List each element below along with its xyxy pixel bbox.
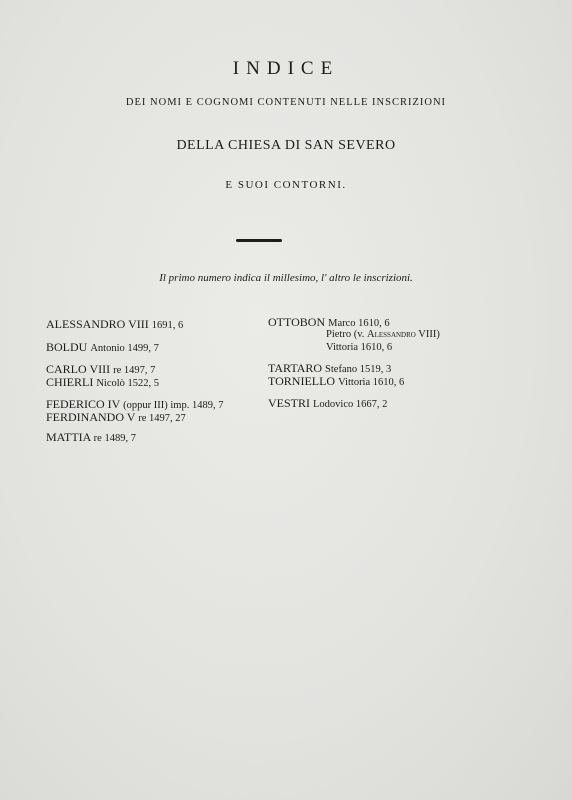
entry-detail: Vittoria 1610, 6 bbox=[338, 377, 405, 388]
surroundings-heading: E SUOI CONTORNI. bbox=[225, 179, 347, 191]
page-title: INDICE bbox=[232, 58, 340, 79]
entry-detail: Antonio 1499, 7 bbox=[90, 343, 159, 354]
entry-name: FEDERICO IV bbox=[46, 397, 121, 411]
entry-name: ALESSANDRO VIII bbox=[46, 317, 149, 331]
church-heading: DELLA CHIESA DI SAN SEVERO bbox=[176, 138, 396, 153]
show-through-bleed bbox=[0, 196, 572, 218]
index-entry bbox=[46, 340, 159, 355]
entry-detail: 1691, 6 bbox=[151, 320, 184, 331]
entry-name: CHIERLI bbox=[46, 375, 94, 389]
cross-reference: Alessandro VIII bbox=[367, 329, 437, 340]
entry-detail: Lodovico 1667, 2 bbox=[313, 399, 388, 410]
entry-detail: Stefano 1519, 3 bbox=[325, 364, 392, 375]
entry-name: CARLO VIII bbox=[46, 362, 111, 376]
entry-name: FERDINANDO V bbox=[46, 410, 136, 424]
entry-name: TARTARO bbox=[268, 361, 323, 375]
subentry-text: Vittoria 1610, 6 bbox=[326, 342, 393, 353]
entry-detail: (oppur III) imp. 1489, 7 bbox=[123, 400, 224, 411]
index-entry bbox=[268, 315, 390, 330]
entry-name: MATTIA bbox=[46, 430, 91, 444]
ornamental-rule bbox=[236, 239, 282, 242]
subentry-text: Pietro (v. bbox=[326, 329, 368, 340]
entry-detail: Nicolò 1522, 5 bbox=[96, 378, 160, 389]
subentry-close: ) bbox=[436, 329, 440, 340]
index-entry bbox=[268, 396, 387, 411]
entry-detail: re 1489, 7 bbox=[93, 433, 136, 444]
index-subentry bbox=[326, 329, 440, 340]
entry-name: OTTOBON bbox=[268, 315, 326, 329]
entry-detail: re 1497, 27 bbox=[138, 413, 186, 424]
entry-name: VESTRI bbox=[268, 396, 310, 410]
page-subtitle: DEI NOMI E COGNOMI CONTENUTI NELLE INSCRIZIONI bbox=[125, 97, 447, 108]
index-note: Il primo numero indica il millesimo, l' altro le inscrizioni. bbox=[159, 272, 413, 284]
index-entry bbox=[46, 430, 136, 445]
entry-name: BOLDU bbox=[46, 340, 88, 354]
index-entry bbox=[46, 317, 183, 332]
entry-name: TORNIELLO bbox=[268, 374, 336, 388]
entry-detail: Marco 1610, 6 bbox=[328, 318, 390, 329]
index-entry bbox=[268, 374, 404, 389]
entry-detail: re 1497, 7 bbox=[113, 365, 156, 376]
index-entry bbox=[46, 375, 159, 390]
index-subentry bbox=[326, 342, 392, 353]
index-entry bbox=[46, 410, 186, 425]
